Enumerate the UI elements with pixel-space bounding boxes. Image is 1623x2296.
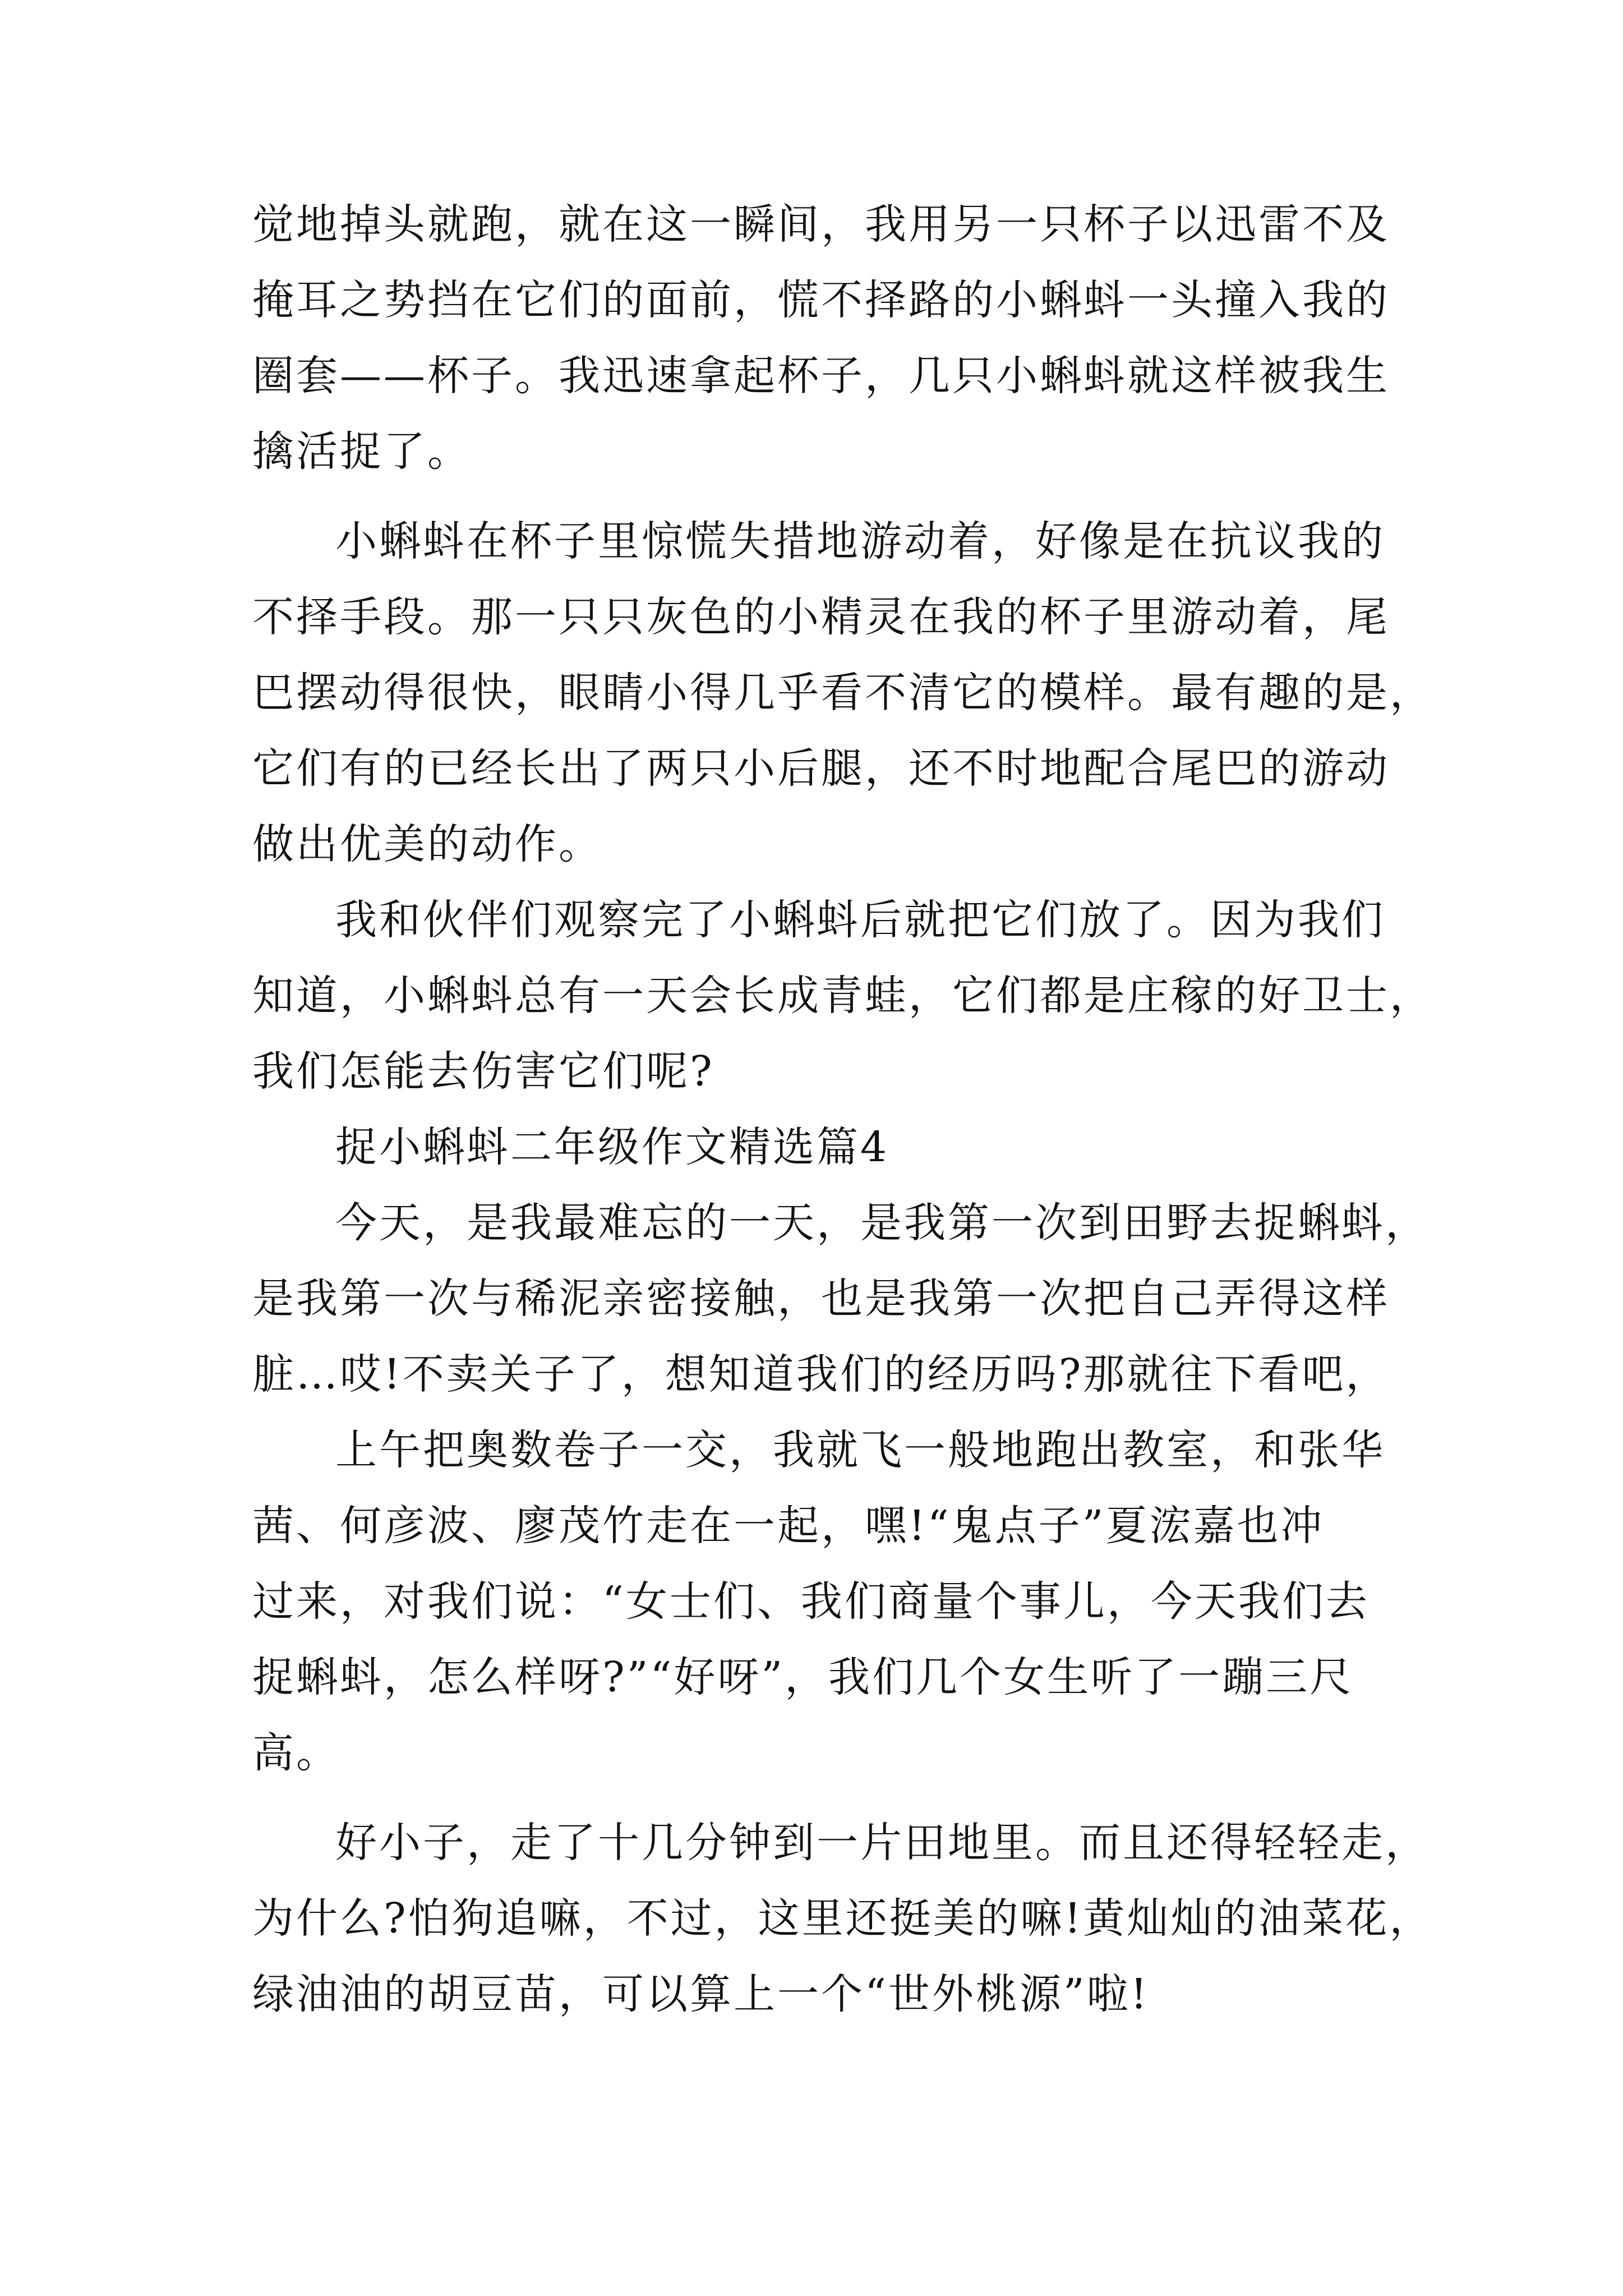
text-line: 知道，小蝌蚪总有一天会长成青蛙，它们都是庄稼的好卫士， <box>252 972 1433 1020</box>
text-line: 绿油油的胡豆苗，可以算上一个“世外桃源”啦! <box>252 1970 1150 2018</box>
text-line: 掩耳之势挡在它们的面前，慌不择路的小蝌蚪一头撞入我的 <box>252 276 1390 324</box>
text-line: 是我第一次与稀泥亲密接触，也是我第一次把自己弄得这样 <box>252 1274 1390 1323</box>
text-line: 我们怎能去伤害它们呢? <box>252 1047 714 1096</box>
paragraph-start-line: 好小子，走了十几分钟到一片田地里。而且还得轻轻走， <box>335 1819 1429 1867</box>
text-line: 茜、何彦波、廖茂竹走在一起，嘿!“鬼点子”夏浤嘉也冲 <box>252 1502 1325 1550</box>
section-heading: 捉小蝌蚪二年级作文精选篇4 <box>335 1123 889 1171</box>
text-line: 巴摆动得很快，眼睛小得几乎看不清它的模样。最有趣的是， <box>252 669 1433 717</box>
paragraph-start-line: 上午把奥数卷子一交，我就飞一般地跑出教室，和张华 <box>335 1426 1385 1474</box>
text-line: 做出优美的动作。 <box>252 820 602 868</box>
text-line: 不择手段。那一只只灰色的小精灵在我的杯子里游动着，尾 <box>252 593 1390 641</box>
text-line: 捉蝌蚪，怎么样呀?”“好呀”，我们几个女生听了一蹦三尺 <box>252 1653 1354 1701</box>
text-line: 为什么?怕狗追嘛，不过，这里还挺美的嘛!黄灿灿的油菜花， <box>252 1894 1433 1943</box>
text-line: 圈套——杯子。我迅速拿起杯子，几只小蝌蚪就这样被我生 <box>252 352 1390 400</box>
paragraph-start-line: 今天，是我最难忘的一天，是我第一次到田野去捉蝌蚪， <box>335 1199 1429 1247</box>
text-line: 擒活捉了。 <box>252 427 471 476</box>
text-line: 过来，对我们说：“女士们、我们商量个事儿，今天我们去 <box>252 1577 1370 1626</box>
text-line: 脏…哎!不卖关子了，想知道我们的经历吗?那就往下看吧， <box>252 1350 1390 1398</box>
paragraph-start-line: 小蝌蚪在杯子里惊慌失措地游动着，好像是在抗议我的 <box>335 517 1385 565</box>
text-line: 它们有的已经长出了两只小后腿，还不时地配合尾巴的游动 <box>252 744 1390 793</box>
text-line: 高。 <box>252 1729 340 1777</box>
paragraph-start-line: 我和伙伴们观察完了小蝌蚪后就把它们放了。因为我们 <box>335 896 1385 944</box>
text-line: 觉地掉头就跑，就在这一瞬间，我用另一只杯子以迅雷不及 <box>252 200 1390 249</box>
